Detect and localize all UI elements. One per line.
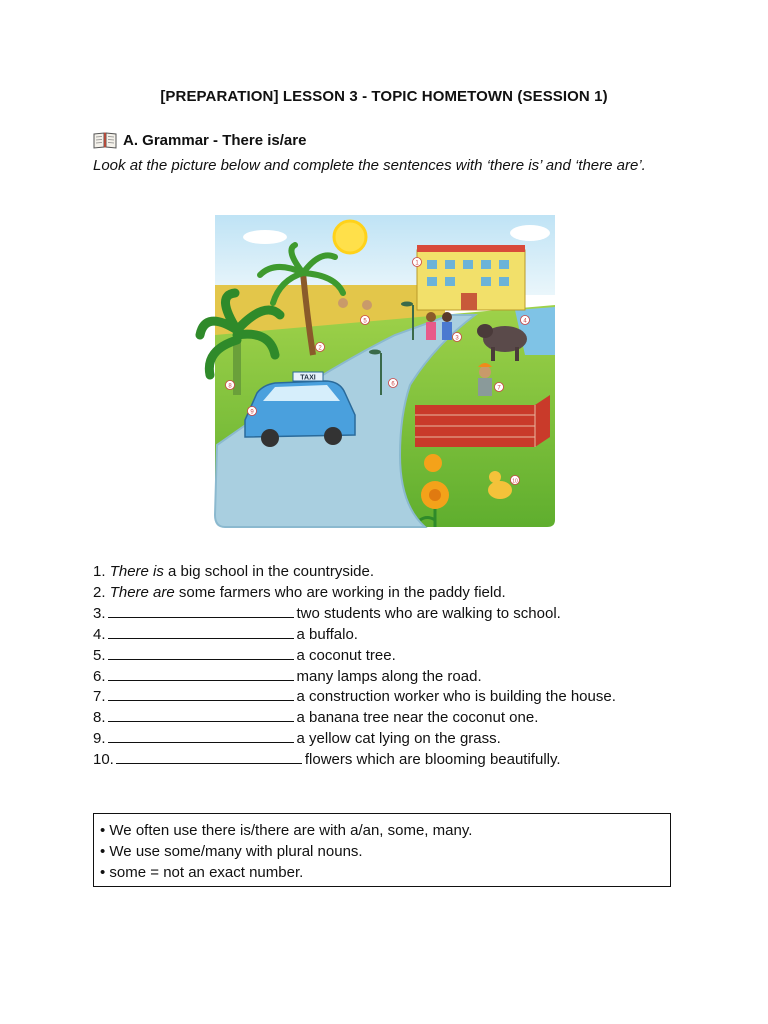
note-line: • We use some/many with plural nouns. <box>100 843 363 860</box>
answer-blank[interactable] <box>108 625 294 639</box>
answer-blank[interactable] <box>108 667 294 681</box>
svg-text:6: 6 <box>391 381 395 388</box>
answer-blank[interactable] <box>108 604 294 618</box>
hometown-illustration <box>195 215 555 533</box>
instructions: Look at the picture below and complete the sentences with ‘there is’ and ‘there are’. <box>93 157 646 174</box>
marker-3 <box>453 333 462 342</box>
sentence-3: 3. two students who are walking to school. <box>93 604 561 622</box>
taxi-sign: TAXI <box>300 374 316 382</box>
section-heading-row <box>93 131 306 149</box>
open-book-icon <box>93 131 117 149</box>
sentence-10: 10. flowers which are blooming beautifully. <box>93 751 561 769</box>
svg-text:10: 10 <box>512 478 518 485</box>
answer-blank[interactable] <box>108 729 294 743</box>
note-line: • We often use there is/there are with a/an, some, many. <box>100 822 473 839</box>
farmer <box>362 300 372 310</box>
marker-9 <box>248 407 257 416</box>
svg-text:9: 9 <box>250 409 254 416</box>
svg-text:1: 1 <box>415 260 419 267</box>
sun <box>334 221 366 253</box>
marker-10 <box>511 476 520 485</box>
answer-blank[interactable] <box>116 750 302 764</box>
sentence-1: 1. There is a big school in the countryside. <box>93 563 375 580</box>
svg-text:7: 7 <box>497 385 501 392</box>
grammar-note-box <box>93 813 671 887</box>
section-heading: A. Grammar - There is/are <box>123 131 307 149</box>
sentence-4: 4. a buffalo. <box>93 625 358 643</box>
svg-text:2: 2 <box>318 345 322 352</box>
sentence-lead: There is <box>109 563 164 580</box>
marker-2 <box>316 343 325 352</box>
cloud <box>510 225 550 241</box>
marker-7 <box>495 383 504 392</box>
cloud <box>243 230 287 244</box>
svg-text:8: 8 <box>228 383 232 390</box>
marker-4 <box>521 316 530 325</box>
sentence-lead: There are <box>109 583 175 601</box>
note-line: • some = not an exact number. <box>100 864 304 881</box>
sentence-9: 9. a yellow cat lying on the grass. <box>93 730 501 748</box>
answer-blank[interactable] <box>108 708 294 722</box>
svg-text:4: 4 <box>523 318 527 325</box>
school <box>417 245 525 310</box>
sentence-8: 8. a banana tree near the coconut one. <box>93 709 539 727</box>
sentence-6: 6. many lamps along the road. <box>93 667 482 685</box>
farmer <box>338 298 348 308</box>
answer-blank[interactable] <box>108 646 294 660</box>
sentence-list <box>93 562 713 771</box>
marker-1 <box>413 258 422 267</box>
answer-blank[interactable] <box>108 687 294 701</box>
sentence-7: 7. a construction worker who is building the house. <box>93 688 616 706</box>
svg-text:5: 5 <box>363 318 367 325</box>
page-title: [PREPARATION] LESSON 3 - TOPIC HOMETOWN (SESSION 1) <box>160 88 608 105</box>
marker-5 <box>361 316 370 325</box>
svg-text:3: 3 <box>455 335 459 342</box>
sentence-2: 2. There are some farmers who are working in the paddy field. <box>93 583 506 601</box>
sentence-5: 5. a coconut tree. <box>93 646 396 664</box>
marker-8 <box>226 381 235 390</box>
marker-6 <box>389 379 398 388</box>
